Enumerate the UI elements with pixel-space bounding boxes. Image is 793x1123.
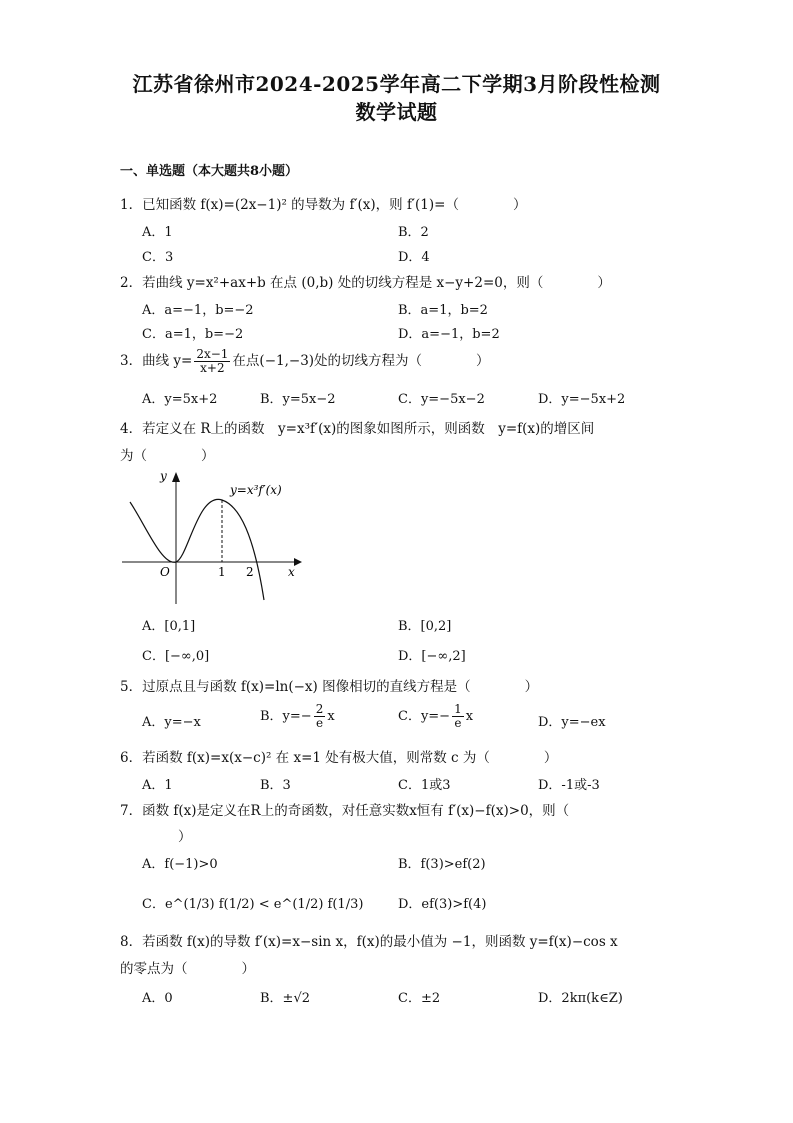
question-1-option-c: C．3 <box>142 250 174 265</box>
question-1-stem: 1．已知函数 f(x)=(2x−1)² 的导数为 f′(x)，则 f′(1)=（ ） <box>120 197 527 213</box>
question-7-option-a: A．f(−1)>0 <box>142 857 218 872</box>
y-axis-arrow-icon <box>172 472 180 482</box>
function-curve <box>130 499 264 600</box>
fraction-numerator: 2 <box>315 702 324 716</box>
question-8-option-c: C．±2 <box>398 991 441 1006</box>
option-c-fraction <box>452 703 464 730</box>
question-4-option-c: C．[−∞,0] <box>142 649 210 664</box>
question-8-option-b: B．±√2 <box>260 991 311 1006</box>
question-7-stem: 7．函数 f(x)是定义在R上的奇函数，对任意实数x恒有 f′(x)−f(x)>0，则（ <box>120 803 570 819</box>
question-7-option-c: C．e^(1/3) f(1/2) < e^(1/2) f(1/3) <box>142 897 364 912</box>
origin-label: O <box>160 565 170 579</box>
question-5-option-c <box>398 703 473 730</box>
tick-label-1: 1 <box>218 565 226 579</box>
question-4-stem: 4．若定义在 R上的函数 y=x³f′(x)的图象如图所示，则函数 y=f(x)的增区间 <box>120 421 595 437</box>
x-axis-arrow-icon <box>294 558 302 566</box>
tick-label-2: 2 <box>246 565 254 579</box>
question-2-option-b: B．a=1，b=2 <box>398 303 488 318</box>
question-7-option-d: D．ef(3)>f(4) <box>398 897 487 912</box>
question-3-option-b: B．y=5x−2 <box>260 392 336 407</box>
option-c-pre: C．y=− <box>398 709 451 724</box>
question-6-option-a: A．1 <box>142 778 173 793</box>
fraction-numerator: 1 <box>454 702 462 716</box>
question-3-option-a: A．y=5x+2 <box>142 392 218 407</box>
question-8-option-d: D．2kπ(k∈Z) <box>538 991 623 1006</box>
page-title: 江苏省徐州市2024-2025学年高二下学期3月阶段性检测 <box>132 72 661 96</box>
page-subtitle: 数学试题 <box>355 100 438 124</box>
question-2-option-d: D．a=−1，b=2 <box>398 327 500 342</box>
fraction-denominator: e <box>315 716 324 730</box>
question-6-option-b: B．3 <box>260 778 291 793</box>
question-1-option-a: A．1 <box>142 225 173 240</box>
question-5-option-a: A．y=−x <box>142 715 201 730</box>
question-2-stem: 2．若曲线 y=x²+ax+b 在点 (0,b) 处的切线方程是 x−y+2=0，则（ ） <box>120 275 611 291</box>
question-5-option-b <box>260 703 335 730</box>
curve-label: y=x³f′(x) <box>230 483 282 497</box>
option-b-pre: B．y=− <box>260 709 312 724</box>
question-6-option-d: D．-1或-3 <box>538 778 600 793</box>
question-6-option-c: C．1或3 <box>398 778 451 793</box>
question-4-option-a: A．[0,1] <box>142 619 196 634</box>
x-axis-label: x <box>288 565 295 579</box>
question-7-stem-cont: ） <box>178 829 192 845</box>
question-5-stem: 5．过原点且与函数 f(x)=ln(−x) 图像相切的直线方程是（ ） <box>120 679 539 695</box>
fraction-denominator: x+2 <box>200 361 225 375</box>
fraction-numerator: 2x−1 <box>196 347 229 361</box>
question-3-stem-pre: 3．曲线 y= <box>120 353 193 369</box>
question-7-option-b: B．f(3)>ef(2) <box>398 857 486 872</box>
question-2-option-a: A．a=−1，b=−2 <box>142 303 254 318</box>
question-8-stem-cont: 的零点为（ ） <box>120 961 255 977</box>
fraction-denominator: e <box>454 716 462 730</box>
question-1-option-b: B．2 <box>398 225 429 240</box>
question-3-stem <box>120 348 490 375</box>
question-3-fraction <box>194 348 230 375</box>
option-c-post: x <box>465 709 474 724</box>
question-4-option-d: D．[−∞,2] <box>398 649 466 664</box>
option-b-post: x <box>327 709 335 724</box>
y-axis-label: y <box>160 469 167 483</box>
function-graph <box>118 466 308 606</box>
question-2-option-c: C．a=1，b=−2 <box>142 327 244 342</box>
question-3-option-c: C．y=−5x−2 <box>398 392 485 407</box>
question-4-option-b: B．[0,2] <box>398 619 452 634</box>
question-5-option-d: D．y=−ex <box>538 715 606 730</box>
question-3-option-d: D．y=−5x+2 <box>538 392 626 407</box>
question-4-stem-cont: 为（ ） <box>120 448 215 464</box>
question-8-option-a: A．0 <box>142 991 173 1006</box>
question-1-option-d: D．4 <box>398 250 430 265</box>
question-8-stem: 8．若函数 f(x)的导数 f′(x)=x−sin x，f(x)的最小值为 −1，则函数 y=f(x)−cos x <box>120 934 618 950</box>
option-b-fraction <box>314 703 326 730</box>
question-6-stem: 6．若函数 f(x)=x(x−c)² 在 x=1 处有极大值，则常数 c 为（ ） <box>120 750 558 766</box>
question-3-stem-post: 在点(−1,−3)处的切线方程为（ ） <box>232 353 490 369</box>
section-heading: 一、单选题（本大题共8小题） <box>120 164 299 179</box>
